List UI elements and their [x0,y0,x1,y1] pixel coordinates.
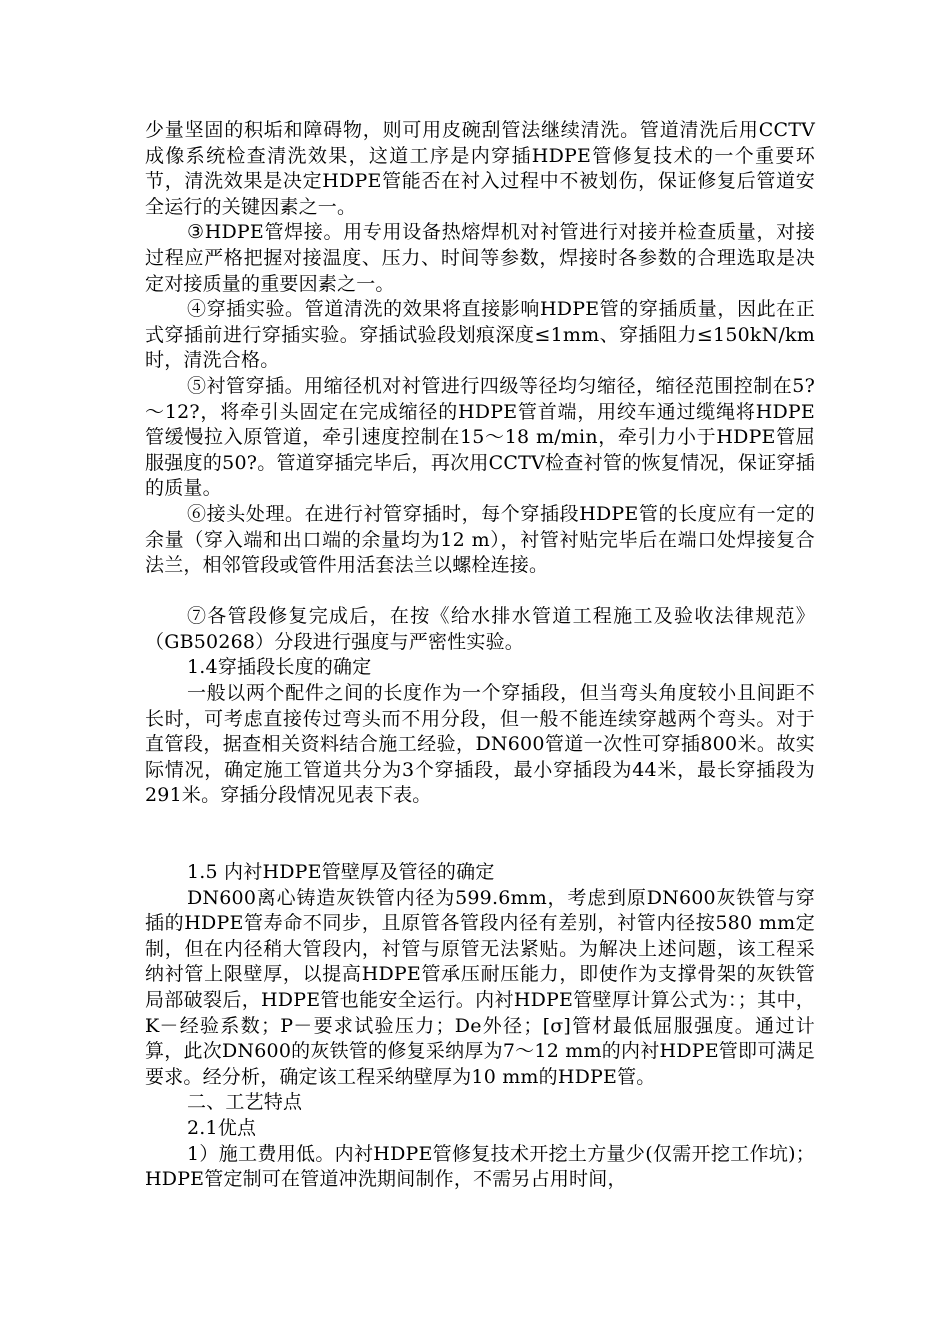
section-heading-process-features: 二、工艺特点 [187,1091,303,1114]
paragraph-strength-test: ⑦各管段修复完成后，在按《给水排水管道工程施工及验收法律规范》（GB50268）分段进行强度与严密性实验。 [145,605,815,653]
section-heading-1-4: 1.4穿插段长度的确定 [187,656,372,679]
paragraph-cleaning: 少量坚固的积垢和障碍物，则可用皮碗刮管法继续清洗。管道清洗后用CCTV成像系统检查清洗效果，这道工序是内穿插HDPE管修复技术的一个重要环节，清洗效果是决定HDPE管能否在衬入过程中不被划伤，保证修复后管道安全运行的关键因素之一。 [145,119,815,218]
blank-line [145,579,815,605]
paragraph-insertion-test: ④穿插实验。管道清洗的效果将直接影响HDPE管的穿插质量，因此在正式穿插前进行穿插实验。穿插试验段划痕深度≤1mm、穿插阻力≤150kN/km时，清洗合格。 [145,298,815,372]
paragraph-wall-thickness: DN600离心铸造灰铁管内径为599.6mm，考虑到原DN600灰铁管与穿插的HDPE管寿命不同步，且原管各管段内径有差别，衬管内径按580 mm定制，但在内径稍大管段内，衬管与原管无法紧贴。为解决上述问题，该工程采纳衬管上限壁厚，以提高HDPE管承压耐压能力，即使作为支撑骨架的灰铁管局部破裂后，HDPE管也能安全运行。内衬HDPE管壁厚计算公式为：；其中，K－经验系数；P－要求试验压力；De外径；[σ]管材最低屈服强度。通过计算，此次DN600的灰铁管的修复采纳厚为7～12 mm的内衬HDPE管即可满足要求。经分析，确定该工程采纳壁厚为10 mm的HDPE管。 [145,886,815,1088]
blank-space [145,809,815,860]
paragraph-low-cost: 1）施工费用低。内衬HDPE管修复技术开挖土方量少(仅需开挖工作坑)；HDPE管定制可在管道冲洗期间制作，不需另占用时间， [145,1142,815,1191]
paragraph-segment-length: 一般以两个配件之间的长度作为一个穿插段，但当弯头角度较小且间距不长时，可考虑直接传过弯头而不用分段，但一般不能连续穿越两个弯头。对于直管段，据查相关资料结合施工经验，DN600管道一次性可穿插800米。故实际情况，确定施工管道共分为3个穿插段，最小穿插段为44米，最长穿插段为291米。穿插分段情况见表下表。 [145,682,815,807]
paragraph-liner-insertion: ⑤衬管穿插。用缩径机对衬管进行四级等径均匀缩径，缩径范围控制在5?～12?，将牵引头固定在完成缩径的HDPE管首端，用绞车通过缆绳将HDPE管缓慢拉入原管道，牵引速度控制在15～18 m/min，牵引力小于HDPE管屈服强度的50?。管道穿插完毕后，再次用CCTV检查衬管的恢复情况，保证穿插的质量。 [145,374,815,500]
paragraph-joint-treatment: ⑥接头处理。在进行衬管穿插时，每个穿插段HDPE管的长度应有一定的余量（穿入端和出口端的余量均为12 m），衬管衬贴完毕后在端口处焊接复合法兰，相邻管段或管件用活套法兰以螺栓连接。 [145,502,815,577]
section-heading-2-1: 2.1优点 [187,1116,257,1139]
section-heading-1-5: 1.5 内衬HDPE管壁厚及管径的确定 [187,861,495,884]
paragraph-hdpe-welding: ③HDPE管焊接。用专用设备热熔焊机对衬管进行对接并检查质量，对接过程应严格把握对接温度、压力、时间等参数，焊接时各参数的合理选取是决定对接质量的重要因素之一。 [145,221,815,295]
document-body [145,118,815,1193]
